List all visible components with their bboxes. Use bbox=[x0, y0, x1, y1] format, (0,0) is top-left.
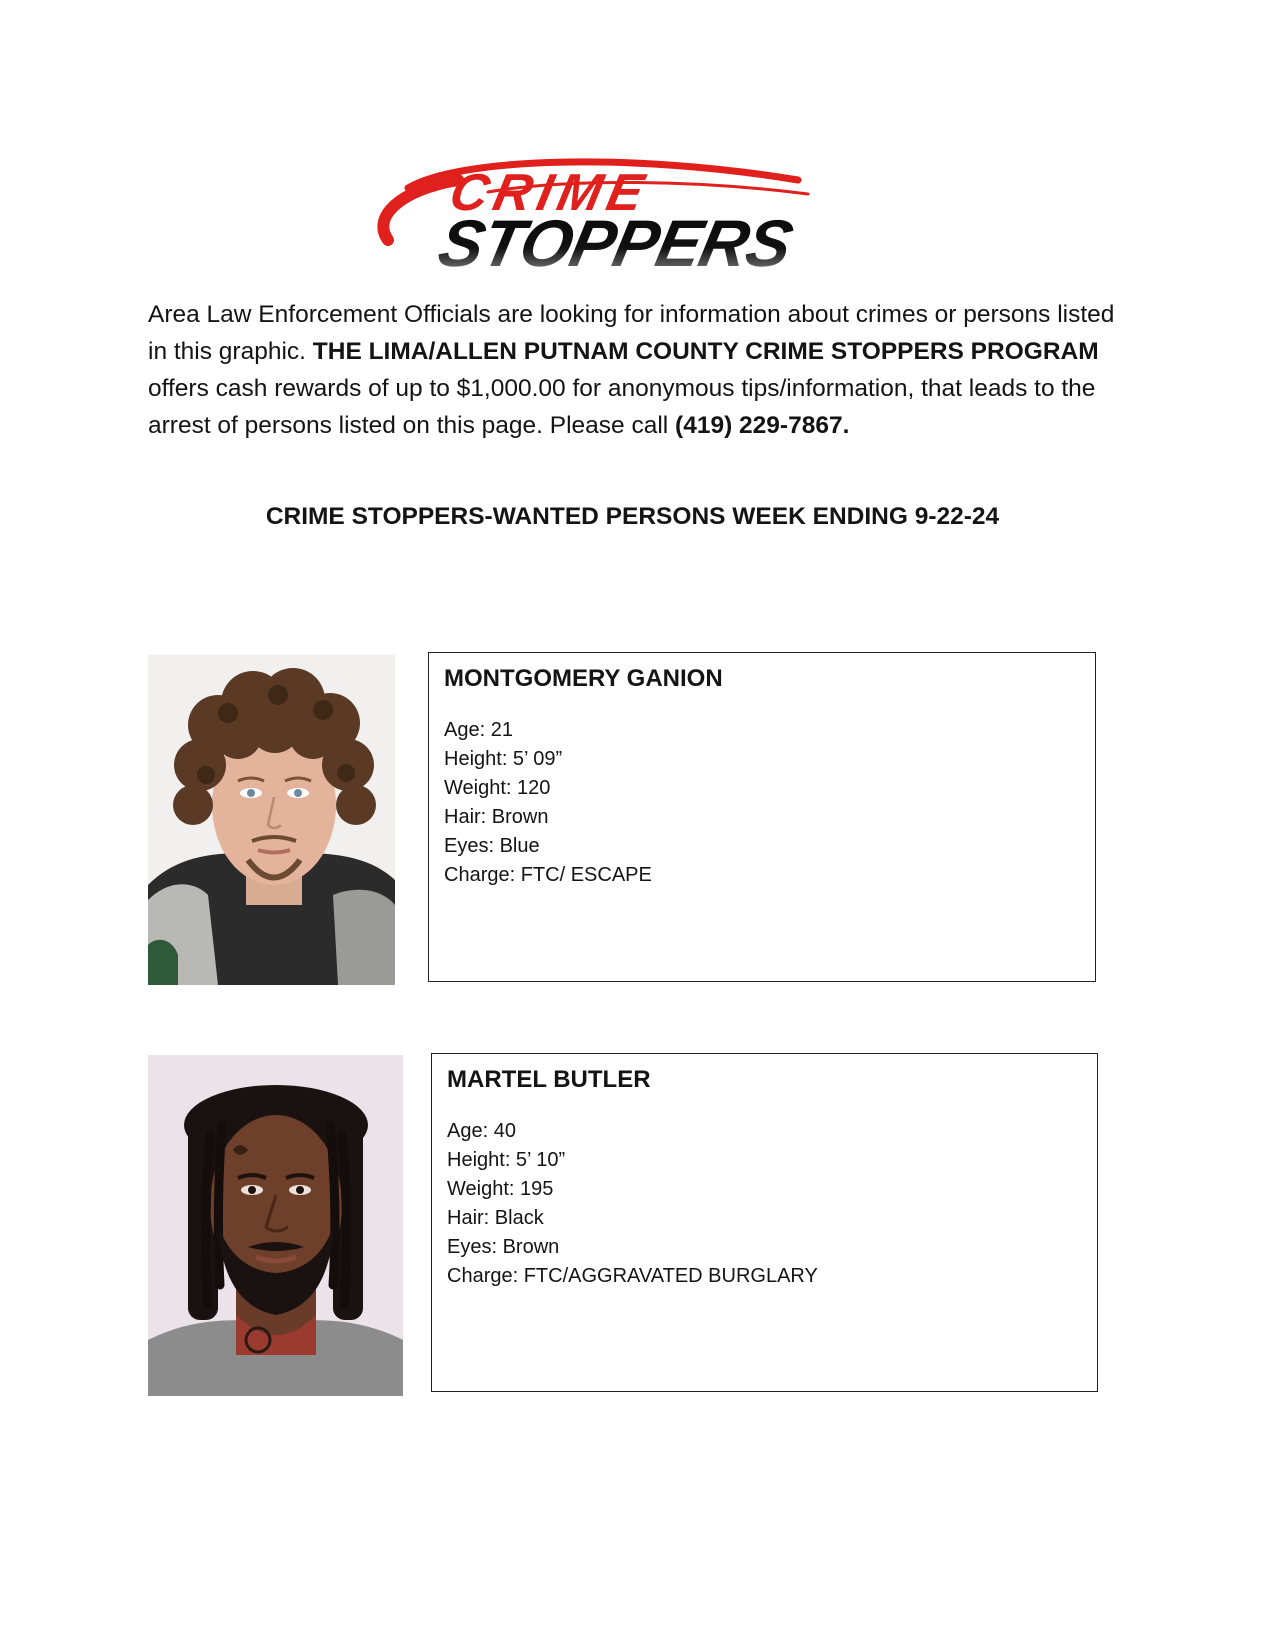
person-name: MARTEL BUTLER bbox=[447, 1066, 651, 1093]
detail-charge: Charge: FTC/ ESCAPE bbox=[444, 864, 652, 886]
detail-age: Age: 21 bbox=[444, 719, 513, 741]
detail-hair: Hair: Brown bbox=[444, 806, 549, 828]
crime-stoppers-logo-graphic bbox=[368, 150, 848, 280]
detail-age: Age: 40 bbox=[447, 1120, 516, 1142]
detail-height: Height: 5’ 10” bbox=[447, 1149, 566, 1171]
detail-hair: Hair: Black bbox=[447, 1207, 544, 1229]
wanted-person-card bbox=[431, 1053, 1098, 1392]
mugshot-photo bbox=[148, 655, 395, 985]
detail-weight: Weight: 120 bbox=[444, 777, 551, 799]
person-name: MONTGOMERY GANION bbox=[444, 665, 723, 692]
intro-text-2: offers cash rewards of up to $1,000.00 for anonymous tips/information, that leads to the arrest of persons listed on this page. Please call bbox=[148, 375, 1096, 439]
program-name: THE LIMA/ALLEN PUTNAM COUNTY CRIME STOPPERS PROGRAM bbox=[312, 338, 1099, 365]
intro-paragraph bbox=[148, 296, 1123, 444]
phone-number: (419) 229-7867. bbox=[675, 412, 850, 439]
intro-text-1: Area Law Enforcement Officials are looking for information about crimes or persons listed in this graphic. bbox=[148, 301, 1115, 365]
person-details bbox=[447, 1117, 818, 1291]
detail-weight: Weight: 195 bbox=[447, 1178, 554, 1200]
detail-charge: Charge: FTC/AGGRAVATED BURGLARY bbox=[447, 1265, 818, 1287]
crime-stoppers-logo bbox=[368, 150, 848, 280]
logo-crime-text: CRIME bbox=[444, 163, 655, 222]
logo-stoppers-text: STOPPERS bbox=[432, 207, 798, 280]
detail-eyes: Eyes: Blue bbox=[444, 835, 540, 857]
wanted-person-card bbox=[428, 652, 1096, 982]
detail-eyes: Eyes: Brown bbox=[447, 1236, 560, 1258]
person-details bbox=[444, 716, 652, 890]
mugshot-photo bbox=[148, 1055, 403, 1396]
week-heading: CRIME STOPPERS-WANTED PERSONS WEEK ENDING 9-22-24 bbox=[265, 503, 1000, 530]
detail-height: Height: 5’ 09” bbox=[444, 748, 563, 770]
